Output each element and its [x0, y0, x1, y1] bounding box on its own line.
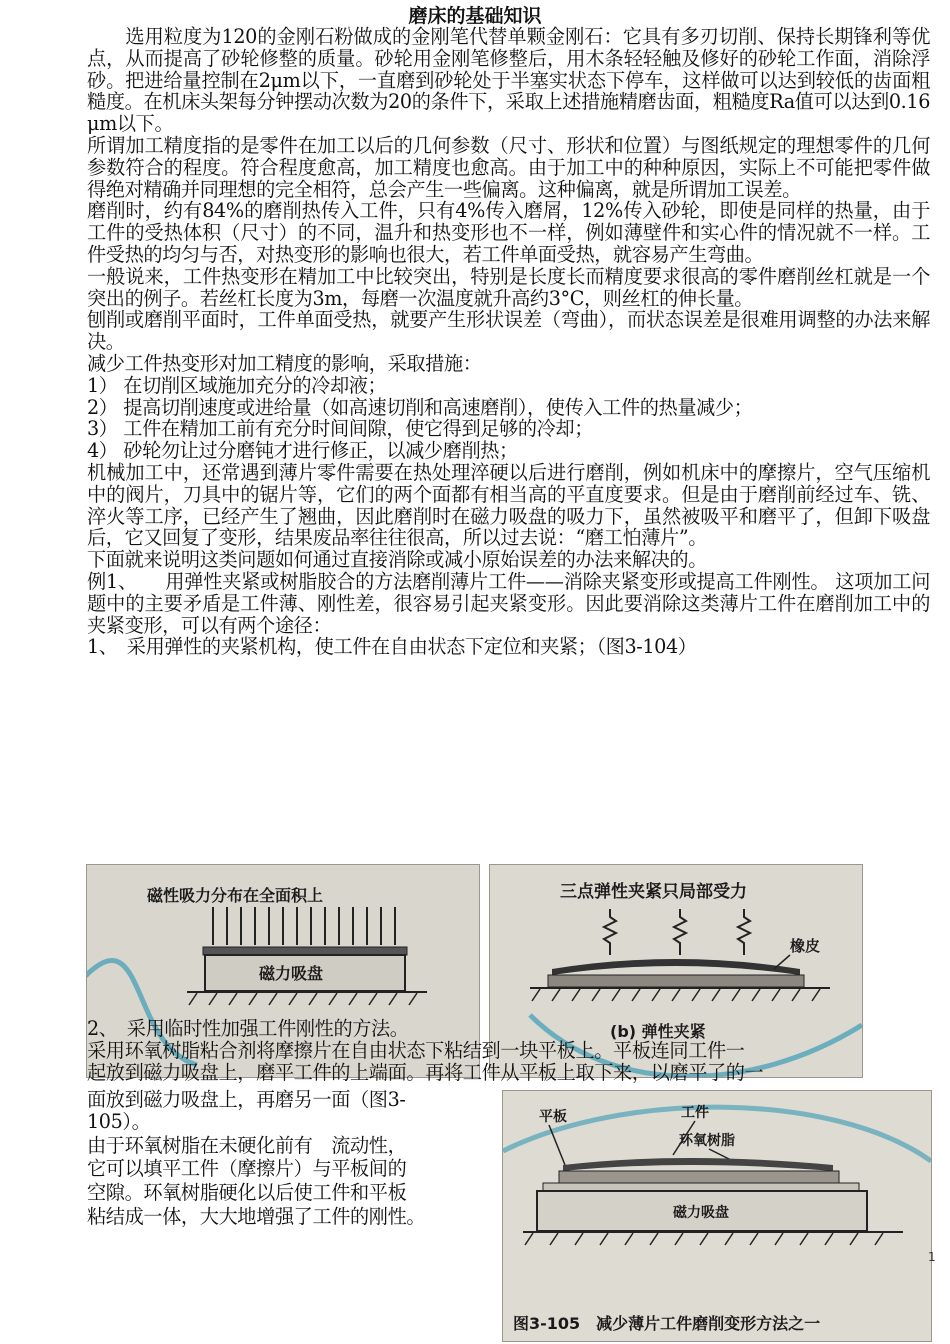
resin-line-c: 面放到磁力吸盘上，再磨另一面（图3-: [87, 1088, 406, 1111]
item-2-temporary-rigidity: 2、 采用临时性加强工件刚性的方法。: [87, 1017, 409, 1040]
figure-105-plate-label: 平板: [539, 1109, 567, 1125]
figure-104b-top-label: 三点弹性夹紧只局部受力: [560, 882, 747, 902]
figure-105-caption: 图3-105 减少薄片工件磨削变形方法之一: [513, 1314, 821, 1333]
measure-item-4: 4） 砂轮勿让过分磨钝才进行修正，以减少磨削热；: [87, 439, 518, 463]
figure-105-chuck-label: 磁力吸盘: [673, 1205, 729, 1221]
figure-104b-caption: (b) 弹性夹紧: [610, 1022, 706, 1041]
paragraph-explain: 下面就来说明这类问题如何通过直接消除或减小原始误差的办法来解决的。: [87, 548, 707, 572]
figure-105-workpiece-label: 工件: [681, 1105, 709, 1121]
paragraph-thermal-deformation: 一般说来，工件热变形在精加工中比较突出，特别是长度长而精度要求很高的零件磨削丝杠就是一个突出的例子。若丝杠长度为3m，每磨一次温度就升高约3°C，则丝杠的伸长量。: [87, 264, 930, 310]
resin-line-g: 空隙。环氧树脂硬化以后使工件和平板: [87, 1181, 407, 1204]
page-number: 1: [928, 1250, 936, 1264]
resin-line-f: 它可以填平工件（摩擦片）与平板间的: [87, 1157, 407, 1180]
figure-resin-bonding: [502, 1090, 932, 1342]
paragraph-grinding-heat: 磨削时，约有84%的磨削热传入工件，只有4%传入磨屑，12%传入砂轮，即使是同样的热量，由于工件的受热体积（尺寸）的不同，温升和热变形也不一样，例如薄壁件和实心件的情况就不一样。工件受热的均匀与否，对热变形的影响也很大，若工件单面受热，就容易产生弯曲。: [87, 199, 930, 266]
paragraph-elastic-clamp: 1、 采用弹性的夹紧机构，使工件在自由状态下定位和夹紧；（图3-104）: [87, 635, 697, 659]
measure-item-2: 2） 提高切削速度或进给量（如高速切削和高速磨削），使传入工件的热量减少；: [87, 395, 753, 419]
paragraph-accuracy: 所谓加工精度指的是零件在加工以后的几何参数（尺寸、形状和位置）与图纸规定的理想零件的几何参数符合的程度。符合程度愈高，加工精度也愈高。由于加工中的种种原因，实际上不可能把零件做得绝对精确并同理想的完全相符，总会产生一些偏离。这种偏离，就是所谓加工误差。: [87, 133, 930, 201]
figure-104b-rubber-label: 橡皮: [790, 937, 821, 955]
paragraph-example-1: 例1、 用弹性夹紧或树脂胶合的方法磨削薄片工件——消除夹紧变形或提高工件刚性。 这项加工问题中的主要矛盾是工件薄、刚性差，很容易引起夹紧变形。因此要消除这类薄片工件在磨削加工中的夹紧变形，可以有两个途径：: [87, 569, 930, 637]
measure-item-3: 3） 工件在精加工前有充分时间间隙，使它得到足够的冷却；: [87, 417, 593, 441]
resin-line-e: 由于环氧树脂在未硬化前有 流动性，: [87, 1134, 407, 1157]
resin-line-b: 起放到磁力吸盘上，磨平工件的上端面。再将工件从平板上取下来，以磨平了的一: [87, 1061, 764, 1084]
figure-105-resin-label: 环氧树脂: [679, 1133, 735, 1149]
resin-line-d: 105）。: [87, 1110, 151, 1133]
page-title: 磨床的基础知识: [408, 5, 542, 27]
paragraph-diamond-pen: 选用粒度为120的金刚石粉做成的金刚笔代替单颗金刚石：它具有多刃切削、保持长期锋利等优点，从而提高了砂轮修整的质量。砂轮用金刚笔修整后，用木条轻轻触及修好的砂轮工作面，消除浮砂。把进给量控制在2μm以下，一直磨到砂轮处于半塞实状态下停车，这样做可以达到较低的齿面粗糙度。在机床头架每分钟摆动次数为20的条件下，采取上述措施精磨齿面，粗糙度Ra值可以达到0.16μm以下。: [87, 25, 930, 136]
body-text: [87, 26, 930, 658]
paragraph-planing: 刨削或磨削平面时，工件单面受热，就要产生形状误差（弯曲），而状态误差是很难用调整的办法来解决。: [87, 308, 930, 354]
figure-resin-bonding-drawing: [503, 1091, 931, 1341]
resin-line-a: 采用环氧树脂粘合剂将摩擦片在自由状态下粘结到一块平板上。平板连同工件一: [87, 1039, 745, 1062]
paragraph-measures: 减少工件热变形对加工精度的影响，采取措施：: [87, 351, 482, 375]
measure-item-1: 1） 在切削区域施加充分的冷却液；: [87, 373, 387, 397]
resin-line-h: 粘结成一体，大大地增强了工件的刚性。: [87, 1205, 426, 1228]
paragraph-thin-parts: 机械加工中，还常遇到薄片零件需要在热处理淬硬以后进行磨削，例如机床中的摩擦片，空气压缩机中的阀片，刀具中的锯片等，它们的两个面都有相当高的平直度要求。但是由于磨削前经过车、铣、淬火等工序，已经产生了翘曲，因此磨削时在磁力吸盘的吸力下，虽然被吸平和磨平了，但卸下吸盘后，它又回复了变形，结果废品率往往很高，所以过去说：“磨工怕薄片”。: [87, 460, 930, 550]
figure-104a-chuck-label: 磁力吸盘: [259, 964, 324, 983]
figure-104a-top-label: 磁性吸力分布在全面积上: [147, 886, 324, 905]
